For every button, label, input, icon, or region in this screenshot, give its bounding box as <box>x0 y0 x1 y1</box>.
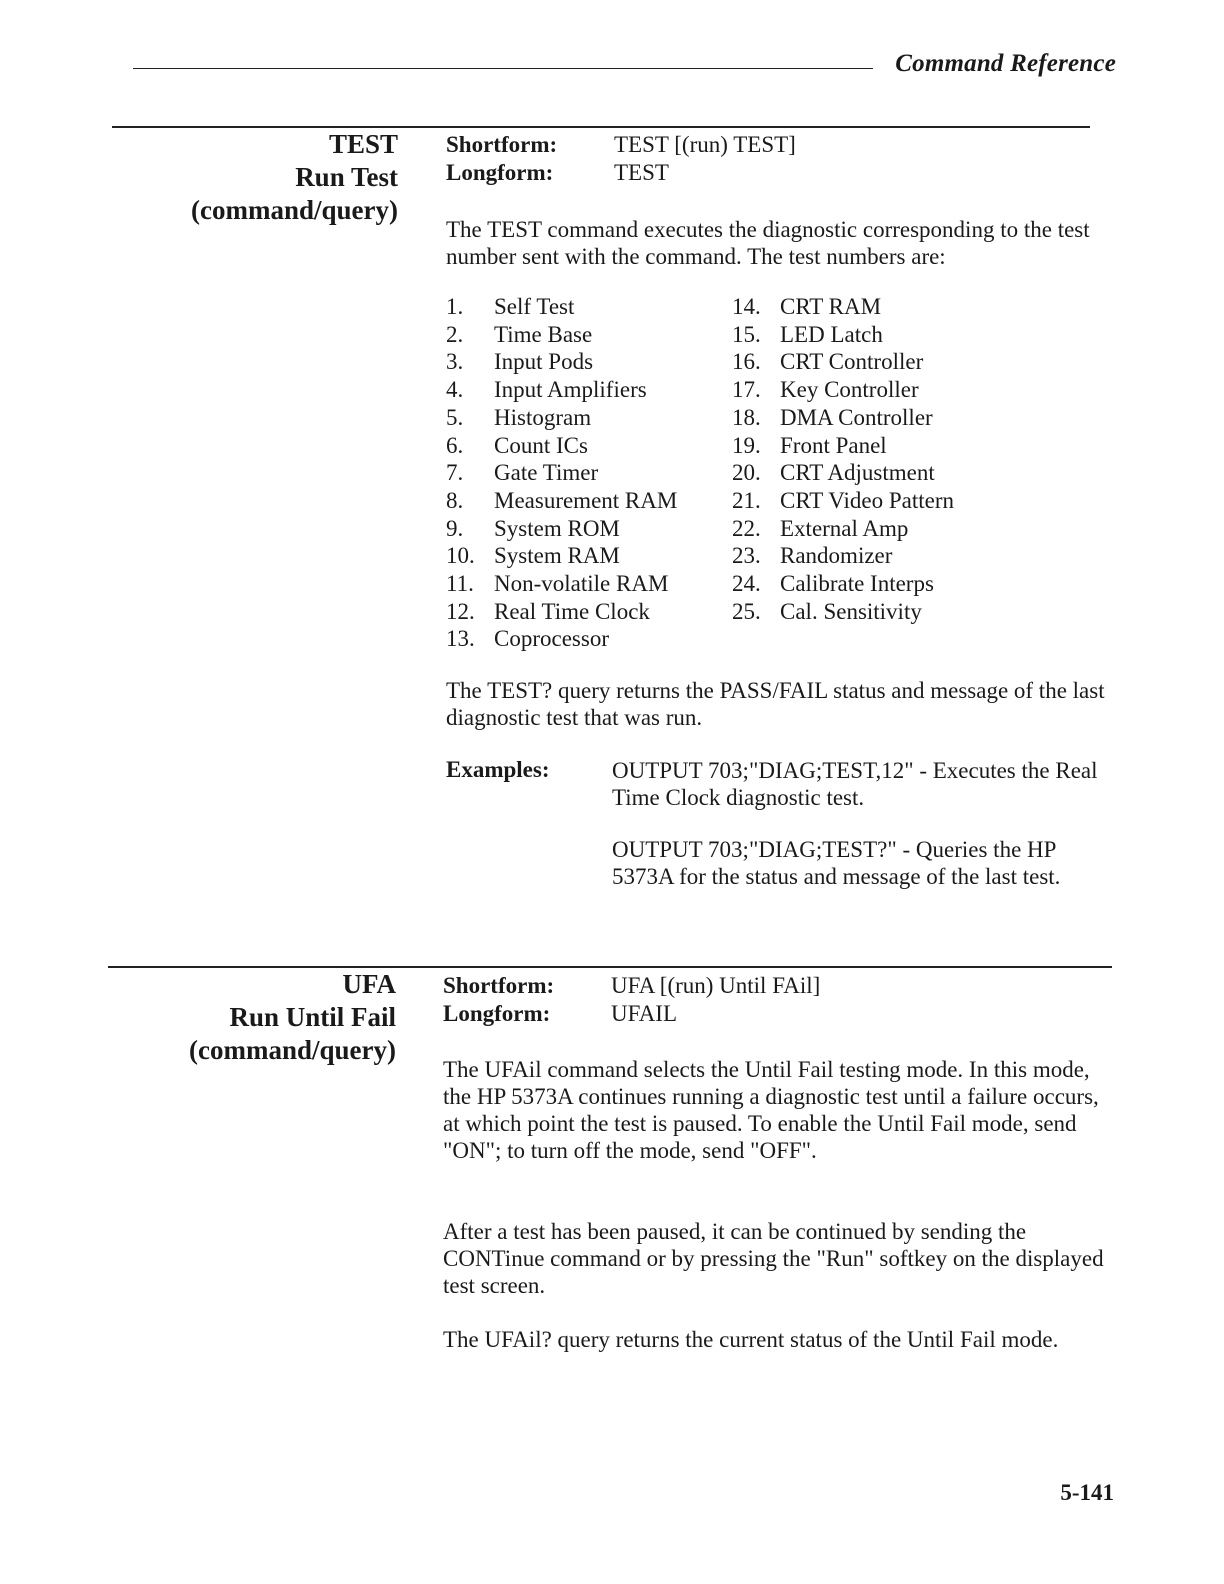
test-name: Coprocessor <box>494 626 609 652</box>
test-number: 12. <box>446 598 475 624</box>
test-name: Calibrate Interps <box>780 571 934 596</box>
test-longform-row <box>446 159 1116 187</box>
test-number: 17. <box>732 377 761 403</box>
test-name: Randomizer <box>780 543 893 569</box>
test-list-column-1 <box>446 293 726 663</box>
test-name: CRT RAM <box>780 294 882 319</box>
example-2: OUTPUT 703;"DIAG;TEST?" - Queries the HP 5373A for the status and message of the last test. <box>612 837 1061 889</box>
test-name: CRT Controller <box>780 349 924 375</box>
ufa-longform: UFAIL <box>611 1001 678 1026</box>
test-number: 19. <box>732 432 761 458</box>
test-name: Histogram <box>494 404 592 430</box>
longform-label: Longform: <box>446 160 554 185</box>
ufa-para-2-text: After a test has been paused, it can be continued by sending the CONTinue command or by pressing the "Run" softkey on the displayed test screen. <box>443 1219 1104 1298</box>
test-list-item <box>732 432 887 460</box>
test-shortform: TEST [(run) TEST] <box>614 132 796 157</box>
test-name: LED Latch <box>780 321 883 347</box>
test-list-item <box>446 293 574 321</box>
running-header-title: Command Reference <box>895 50 1116 77</box>
test-list-item <box>732 348 923 376</box>
test-list-item <box>446 570 668 598</box>
test-name: CRT Video Pattern <box>780 487 954 513</box>
ufa-para-3 <box>443 1326 1113 1353</box>
test-number: 22. <box>732 515 761 541</box>
test-list-column-2 <box>732 293 1032 643</box>
test-shortform-row <box>446 131 1116 159</box>
test-name: Run Test <box>295 162 398 192</box>
ufa-para-1 <box>443 1056 1113 1164</box>
test-mnemonic: TEST <box>328 129 398 159</box>
test-list-item <box>446 321 592 349</box>
ufa-longform-row <box>443 1000 1113 1028</box>
test-name: Time Base <box>494 321 593 347</box>
test-number: 7. <box>446 460 464 486</box>
test-number: 20. <box>732 460 761 486</box>
ufa-para-1-text: The UFAil command selects the Until Fail testing mode. In this mode, the HP 5373A continues running a diagnostic test until a failure occurs, at which point the test is paused. To enable the Until Fail mode, send "ON"; to turn off the mode, send "OFF". <box>443 1057 1099 1163</box>
test-list-item <box>732 293 881 321</box>
test-list-item <box>446 542 620 570</box>
test-name: Gate Timer <box>494 460 599 486</box>
test-list-item <box>446 459 598 487</box>
test-side-heading <box>191 128 398 227</box>
test-name: Measurement RAM <box>494 487 678 513</box>
test-name: Input Pods <box>494 349 594 375</box>
shortform-label: Shortform: <box>443 973 555 998</box>
test-number: 6. <box>446 432 464 458</box>
test-list-item <box>732 404 933 432</box>
test-name: DMA Controller <box>780 404 933 430</box>
test-intro-text: The TEST command executes the diagnostic corresponding to the test number sent with the command. The test numbers are: <box>446 217 1090 269</box>
test-number: 15. <box>732 321 761 347</box>
ufa-forms <box>443 972 1113 1028</box>
test-list-item <box>446 404 591 432</box>
ufa-mnemonic: UFA <box>342 969 396 999</box>
test-list-item <box>732 376 919 404</box>
test-list-item <box>732 570 934 598</box>
test-kind: (command/query) <box>191 195 398 225</box>
page-number: 5-141 <box>1060 1480 1114 1505</box>
ufa-para-3-text: The UFAil? query returns the current status of the Until Fail mode. <box>443 1327 1059 1352</box>
test-name: Cal. Sensitivity <box>780 598 922 624</box>
test-list-item <box>446 515 620 543</box>
test-number: 23. <box>732 543 761 569</box>
test-list-item <box>446 376 647 404</box>
test-query-desc <box>446 677 1116 731</box>
test-name: Non-volatile RAM <box>494 571 669 596</box>
test-name: Self Test <box>494 294 575 319</box>
ufa-kind: (command/query) <box>189 1035 396 1065</box>
test-name: CRT Adjustment <box>780 460 935 486</box>
test-number: 24. <box>732 571 761 596</box>
test-number: 2. <box>446 321 464 347</box>
ufa-shortform: UFA [(run) Until FAil] <box>611 973 821 998</box>
test-list-item <box>446 432 588 460</box>
ufa-side-heading <box>189 968 396 1067</box>
test-name: System RAM <box>494 543 620 569</box>
test-number: 9. <box>446 515 464 541</box>
test-name: System ROM <box>494 515 620 541</box>
test-query-text: The TEST? query returns the PASS/FAIL status and message of the last diagnostic test that was run. <box>446 678 1105 730</box>
test-number: 4. <box>446 377 464 403</box>
header-rule <box>133 68 873 69</box>
test-number: 13. <box>446 626 475 652</box>
examples-label: Examples: <box>446 757 550 782</box>
test-intro <box>446 216 1116 270</box>
test-forms <box>446 131 1116 187</box>
test-number: 16. <box>732 349 761 375</box>
test-number: 11. <box>446 571 474 596</box>
test-name: Real Time Clock <box>494 598 650 624</box>
test-name: Count ICs <box>494 432 588 458</box>
test-number: 14. <box>732 294 761 319</box>
ufa-shortform-row <box>443 972 1113 1000</box>
test-list-item <box>732 515 908 543</box>
test-name: Input Amplifiers <box>494 377 647 403</box>
test-number: 10. <box>446 543 475 569</box>
test-list-item <box>732 321 883 349</box>
shortform-label: Shortform: <box>446 132 558 157</box>
test-list-item <box>732 487 954 515</box>
test-list-item <box>446 348 593 376</box>
test-list-item <box>446 487 677 515</box>
test-number: 25. <box>732 598 761 624</box>
test-number: 21. <box>732 487 761 513</box>
test-list-item <box>732 542 892 570</box>
example-1: OUTPUT 703;"DIAG;TEST,12" - Executes the Real Time Clock diagnostic test. <box>612 758 1098 810</box>
ufa-name: Run Until Fail <box>229 1002 396 1032</box>
test-list-item <box>732 598 922 626</box>
ufa-para-2 <box>443 1218 1113 1299</box>
test-number: 8. <box>446 487 464 513</box>
test-longform: TEST <box>614 160 669 185</box>
test-name: Front Panel <box>780 432 887 458</box>
longform-label: Longform: <box>443 1001 551 1026</box>
test-list-item <box>732 459 935 487</box>
test-list-item <box>446 625 609 653</box>
test-number: 3. <box>446 349 464 375</box>
test-name: External Amp <box>780 515 909 541</box>
test-list-item <box>446 598 650 626</box>
test-number: 5. <box>446 404 464 430</box>
test-number: 18. <box>732 404 761 430</box>
test-number: 1. <box>446 294 464 319</box>
test-name: Key Controller <box>780 377 919 403</box>
